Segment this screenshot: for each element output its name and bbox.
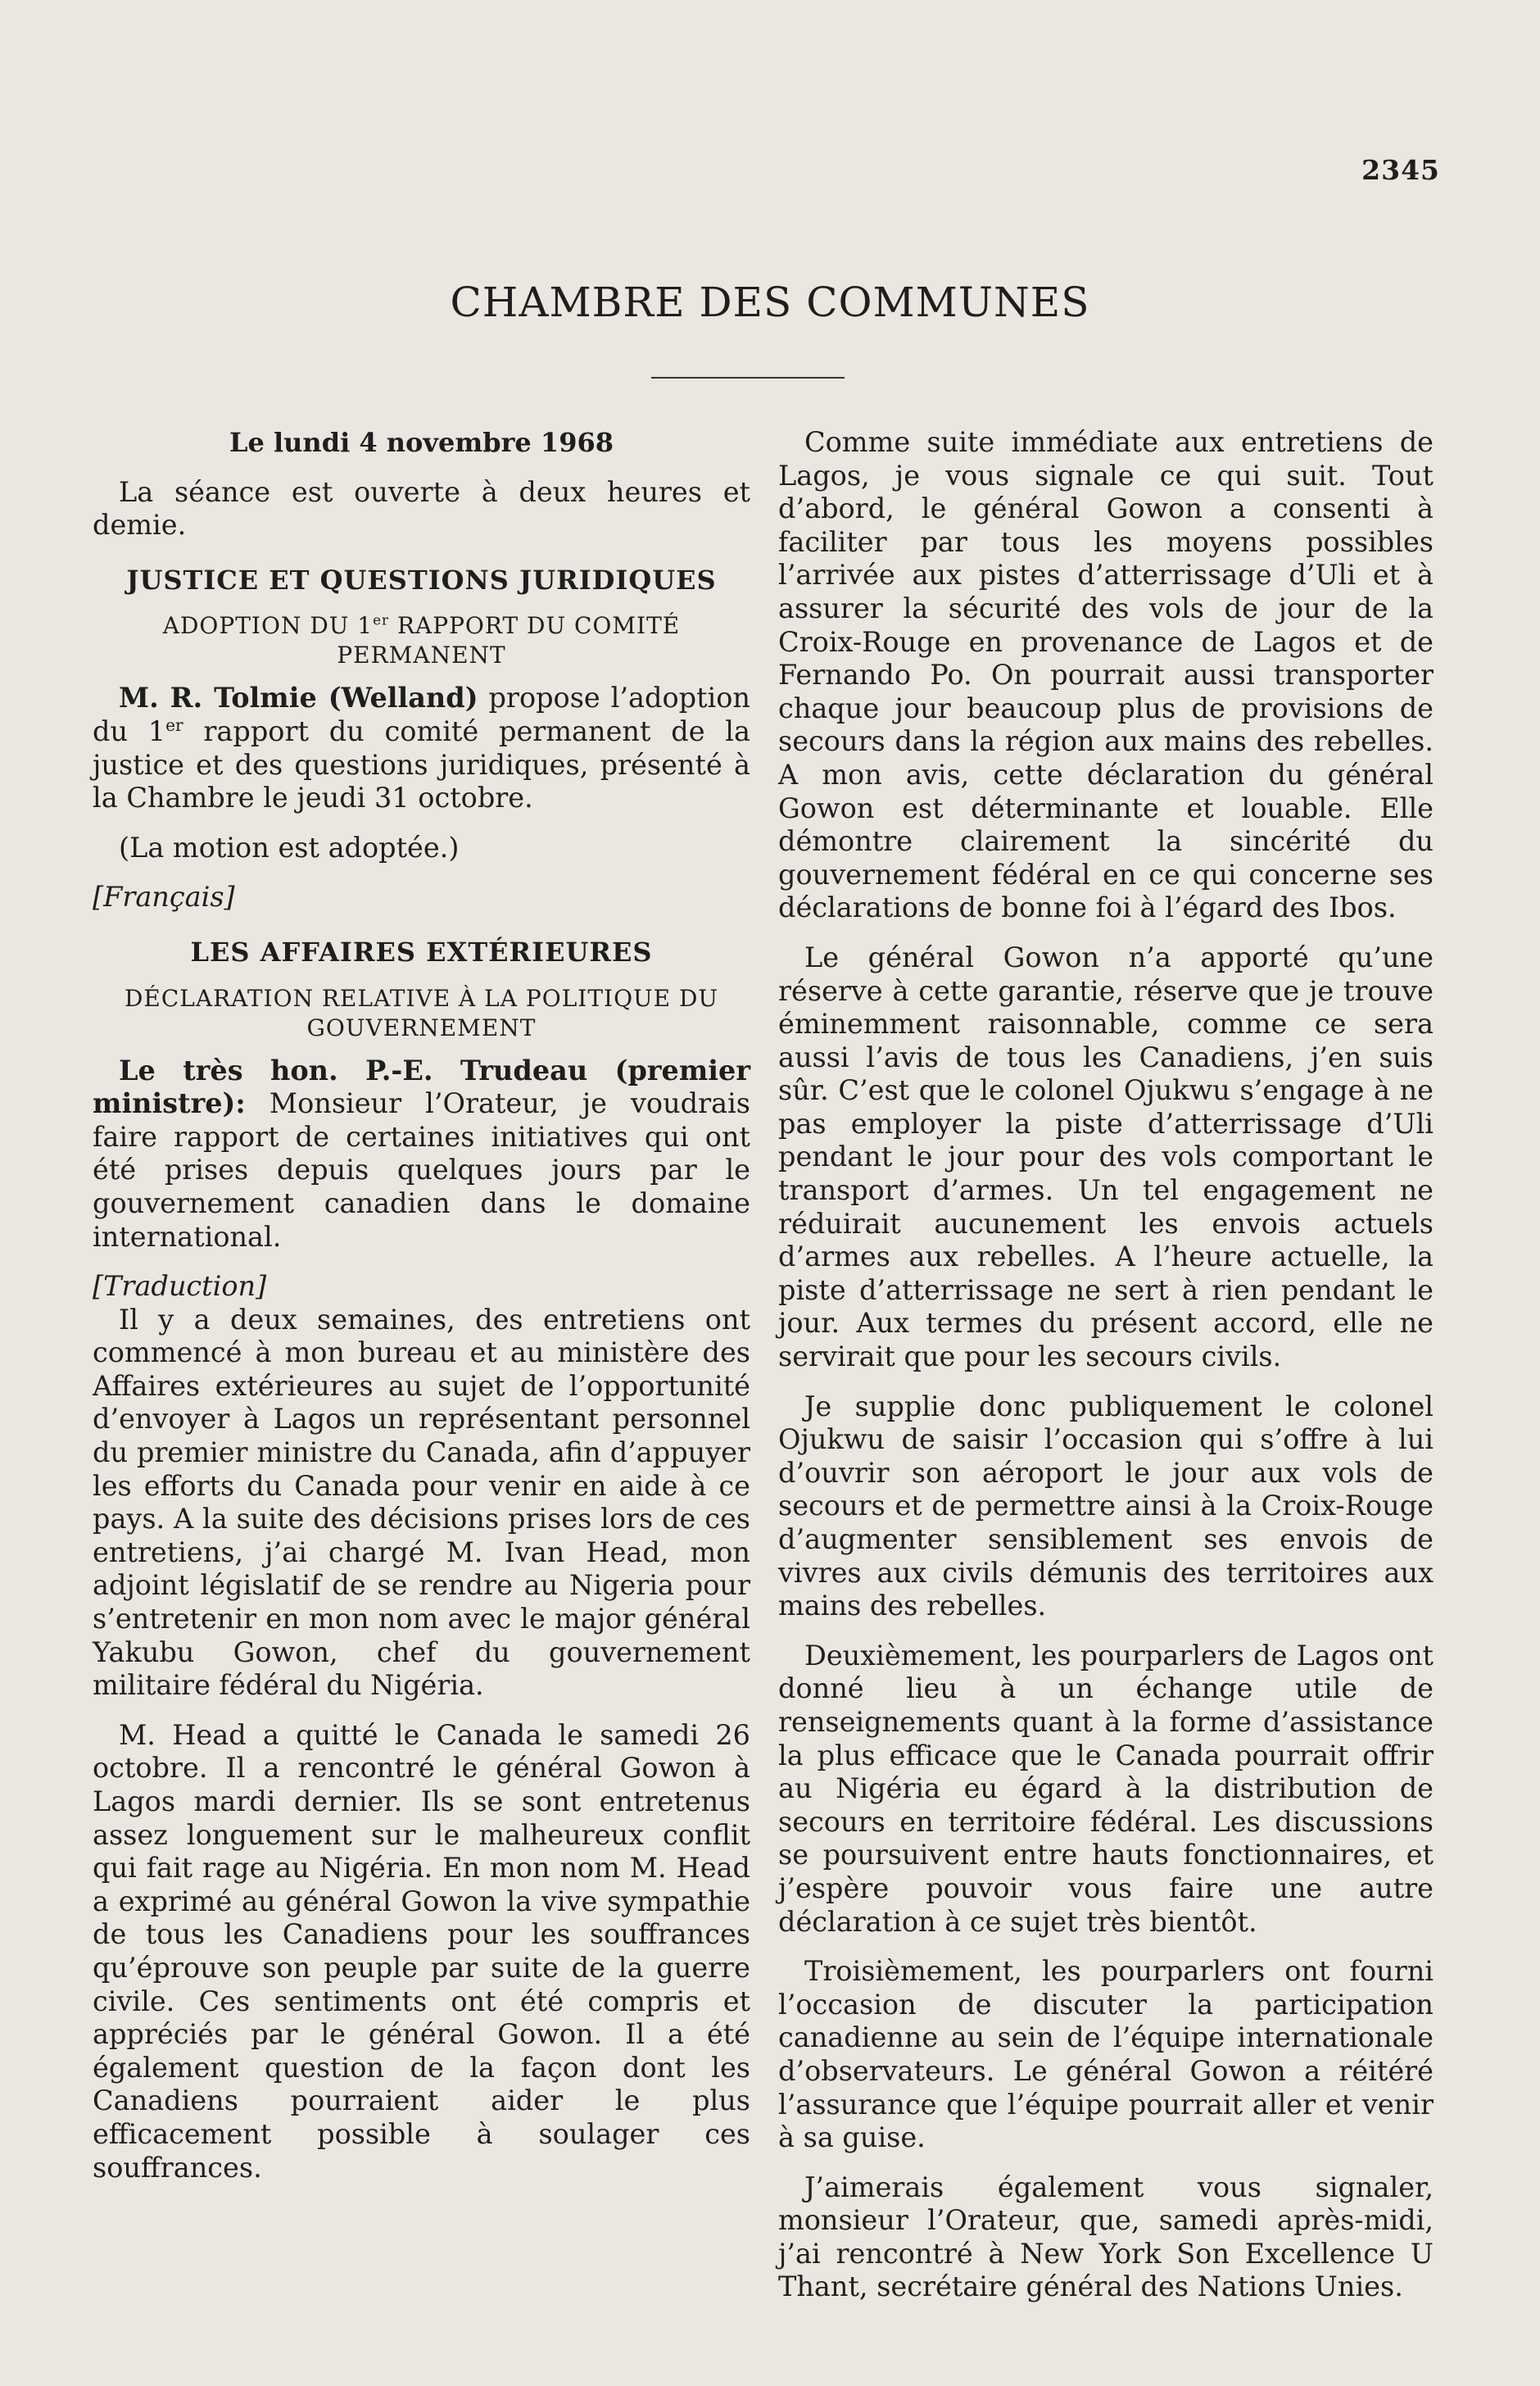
right-paragraph-4: Deuxièmement, les pourparlers de Lagos ont donné lieu à un échange utile de renseignements quant à la forme d’assistance la plus efficace que le Canada pourrait offrir au Nigéria eu égard à la distribution de secours en territoire fédéral. Les discussions se poursuivent entre hauts fonctionnaires, et j’espère pouvoir vous faire une autre déclaration à ce sujet très bientôt.: [778, 1639, 1434, 1938]
tolmie-text-b: rapport du comité permanent de la justice et des questions juridiques, présenté à la Chambre le jeudi 31 octobre.: [93, 714, 750, 814]
subheading-part-b: RAPPORT DU COMITÉ PERMANENT: [337, 612, 681, 669]
subheading-report-adoption: [93, 611, 750, 670]
right-paragraph-6: J’aimerais également vous signaler, monsieur l’Orateur, que, samedi après-midi, j’ai rencontré à New York Son Excellence U Thant, secrétaire général des Nations Unies.: [778, 2171, 1434, 2303]
opening-paragraph: La séance est ouverte à deux heures et demie.: [93, 475, 750, 542]
right-column: [778, 426, 1434, 2304]
page-number: 2345: [1361, 154, 1440, 186]
right-paragraph-5: Troisièmement, les pourparlers ont fourni l’occasion de discuter la participation canadienne au sein de l’équipe internationale d’observateurs. Le général Gowon a réitéré l’assurance que l’équipe pourrait aller et venir à sa guise.: [778, 1955, 1434, 2154]
right-paragraph-2: Le général Gowon n’a apporté qu’une réserve à cette garantie, réserve que je trouve éminemment raisonnable, comme ce sera aussi l’avis de tous les Canadiens, j’en suis sûr. C’est que le colonel Ojukwu s’engage à ne pas employer la piste d’atterrissage d’Uli pendant le jour pour des vols comportant le transport d’armes. Un tel engagement ne réduirait aucunement les envois actuels d’armes aux rebelles. A l’heure actuelle, la piste d’atterrissage ne sert à rien pendant le jour. Aux termes du présent accord, elle ne servirait que pour les secours civils.: [778, 941, 1434, 1373]
speaker-tolmie: M. R. Tolmie (Welland): [119, 682, 478, 714]
masthead-title: CHAMBRE DES COMMUNES: [450, 279, 1090, 326]
tolmie-superscript: er: [165, 714, 183, 735]
title-rule: [651, 377, 845, 379]
language-marker-francais: [Français]: [93, 881, 235, 914]
left-column: [93, 426, 750, 2184]
speaker-trudeau: Le très hon. P.-E. Trudeau (premier ministre):: [93, 1054, 750, 1120]
right-paragraph-3: Je supplie donc publiquement le colonel Ojukwu de saisir l’occasion qui s’offre à lui d’ouvrir son aéroport le jour aux vols de secours et de permettre ainsi à la Croix-Rouge d’augmenter sensiblement ses envois de vivres aux civils démunis des territoires aux mains des rebelles.: [778, 1390, 1434, 1622]
sitting-date: Le lundi 4 novembre 1968: [229, 427, 614, 458]
tolmie-motion-paragraph: [93, 682, 750, 814]
subheading-part-a: ADOPTION DU 1: [162, 612, 374, 640]
section-heading-justice: JUSTICE ET QUESTIONS JURIDIQUES: [126, 564, 717, 596]
trudeau-paragraph: [93, 1055, 750, 1254]
language-marker-traduction: [Traduction]: [93, 1270, 267, 1303]
motion-adopted: (La motion est adoptée.): [119, 831, 460, 864]
left-paragraph-2: M. Head a quitté le Canada le samedi 26 octobre. Il a rencontré le général Gowon à Lagos mardi dernier. Ils se sont entretenus assez longuement sur le malheureux conflit qui fait rage au Nigéria. En mon nom M. Head a exprimé au général Gowon la vive sympathie de tous les Canadiens pour les souffrances qu’éprouve son peuple par suite de la guerre civile. Ces sentiments ont été compris et appréciés par le général Gowon. Il a été également question de la façon dont les Canadiens pourraient aider le plus efficacement possible à soulager ces souffrances.: [93, 1718, 750, 2184]
left-paragraph-1: Il y a deux semaines, des entretiens ont commencé à mon bureau et au ministère des Affaires extérieures au sujet de l’opportunité d’envoyer à Lagos un représentant personnel du premier ministre du Canada, afin d’appuyer les efforts du Canada pour venir en aide à ce pays. A la suite des décisions prises lors de ces entretiens, j’ai chargé M. Ivan Head, mon adjoint législatif de se rendre au Nigeria pour s’entretenir en mon nom avec le major général Yakubu Gowon, chef du gouvernement militaire fédéral du Nigéria.: [93, 1303, 750, 1702]
trudeau-text: Monsieur l’Orateur, je voudrais faire rapport de certaines initiatives qui ont été prises depuis quelques jours par le gouvernement canadien dans le domaine international.: [93, 1087, 750, 1253]
subheading-superscript: er: [373, 612, 390, 629]
tolmie-text-a: propose l’adoption du 1: [93, 682, 750, 747]
right-paragraph-1: Comme suite immédiate aux entretiens de Lagos, je vous signale ce qui suit. Tout d’abord, le général Gowon a consenti à faciliter par tous les moyens possibles l’arrivée aux pistes d’atterrissage d’Uli et à assurer la sécurité des vols de jour de la Croix-Rouge en provenance de Lagos et de Fernando Po. On pourrait aussi transporter chaque jour beaucoup plus de provisions de secours dans la région aux mains des rebelles. A mon avis, cette déclaration du général Gowon est déterminante et louable. Elle démontre clairement la sincérité du gouvernement fédéral en ce qui concerne ses déclarations de bonne foi à l’égard des Ibos.: [778, 426, 1434, 924]
subheading-policy-statement: DÉCLARATION RELATIVE À LA POLITIQUE DU GOUVERNEMENT: [124, 984, 719, 1041]
section-heading-external-affairs: LES AFFAIRES EXTÉRIEURES: [190, 936, 653, 968]
